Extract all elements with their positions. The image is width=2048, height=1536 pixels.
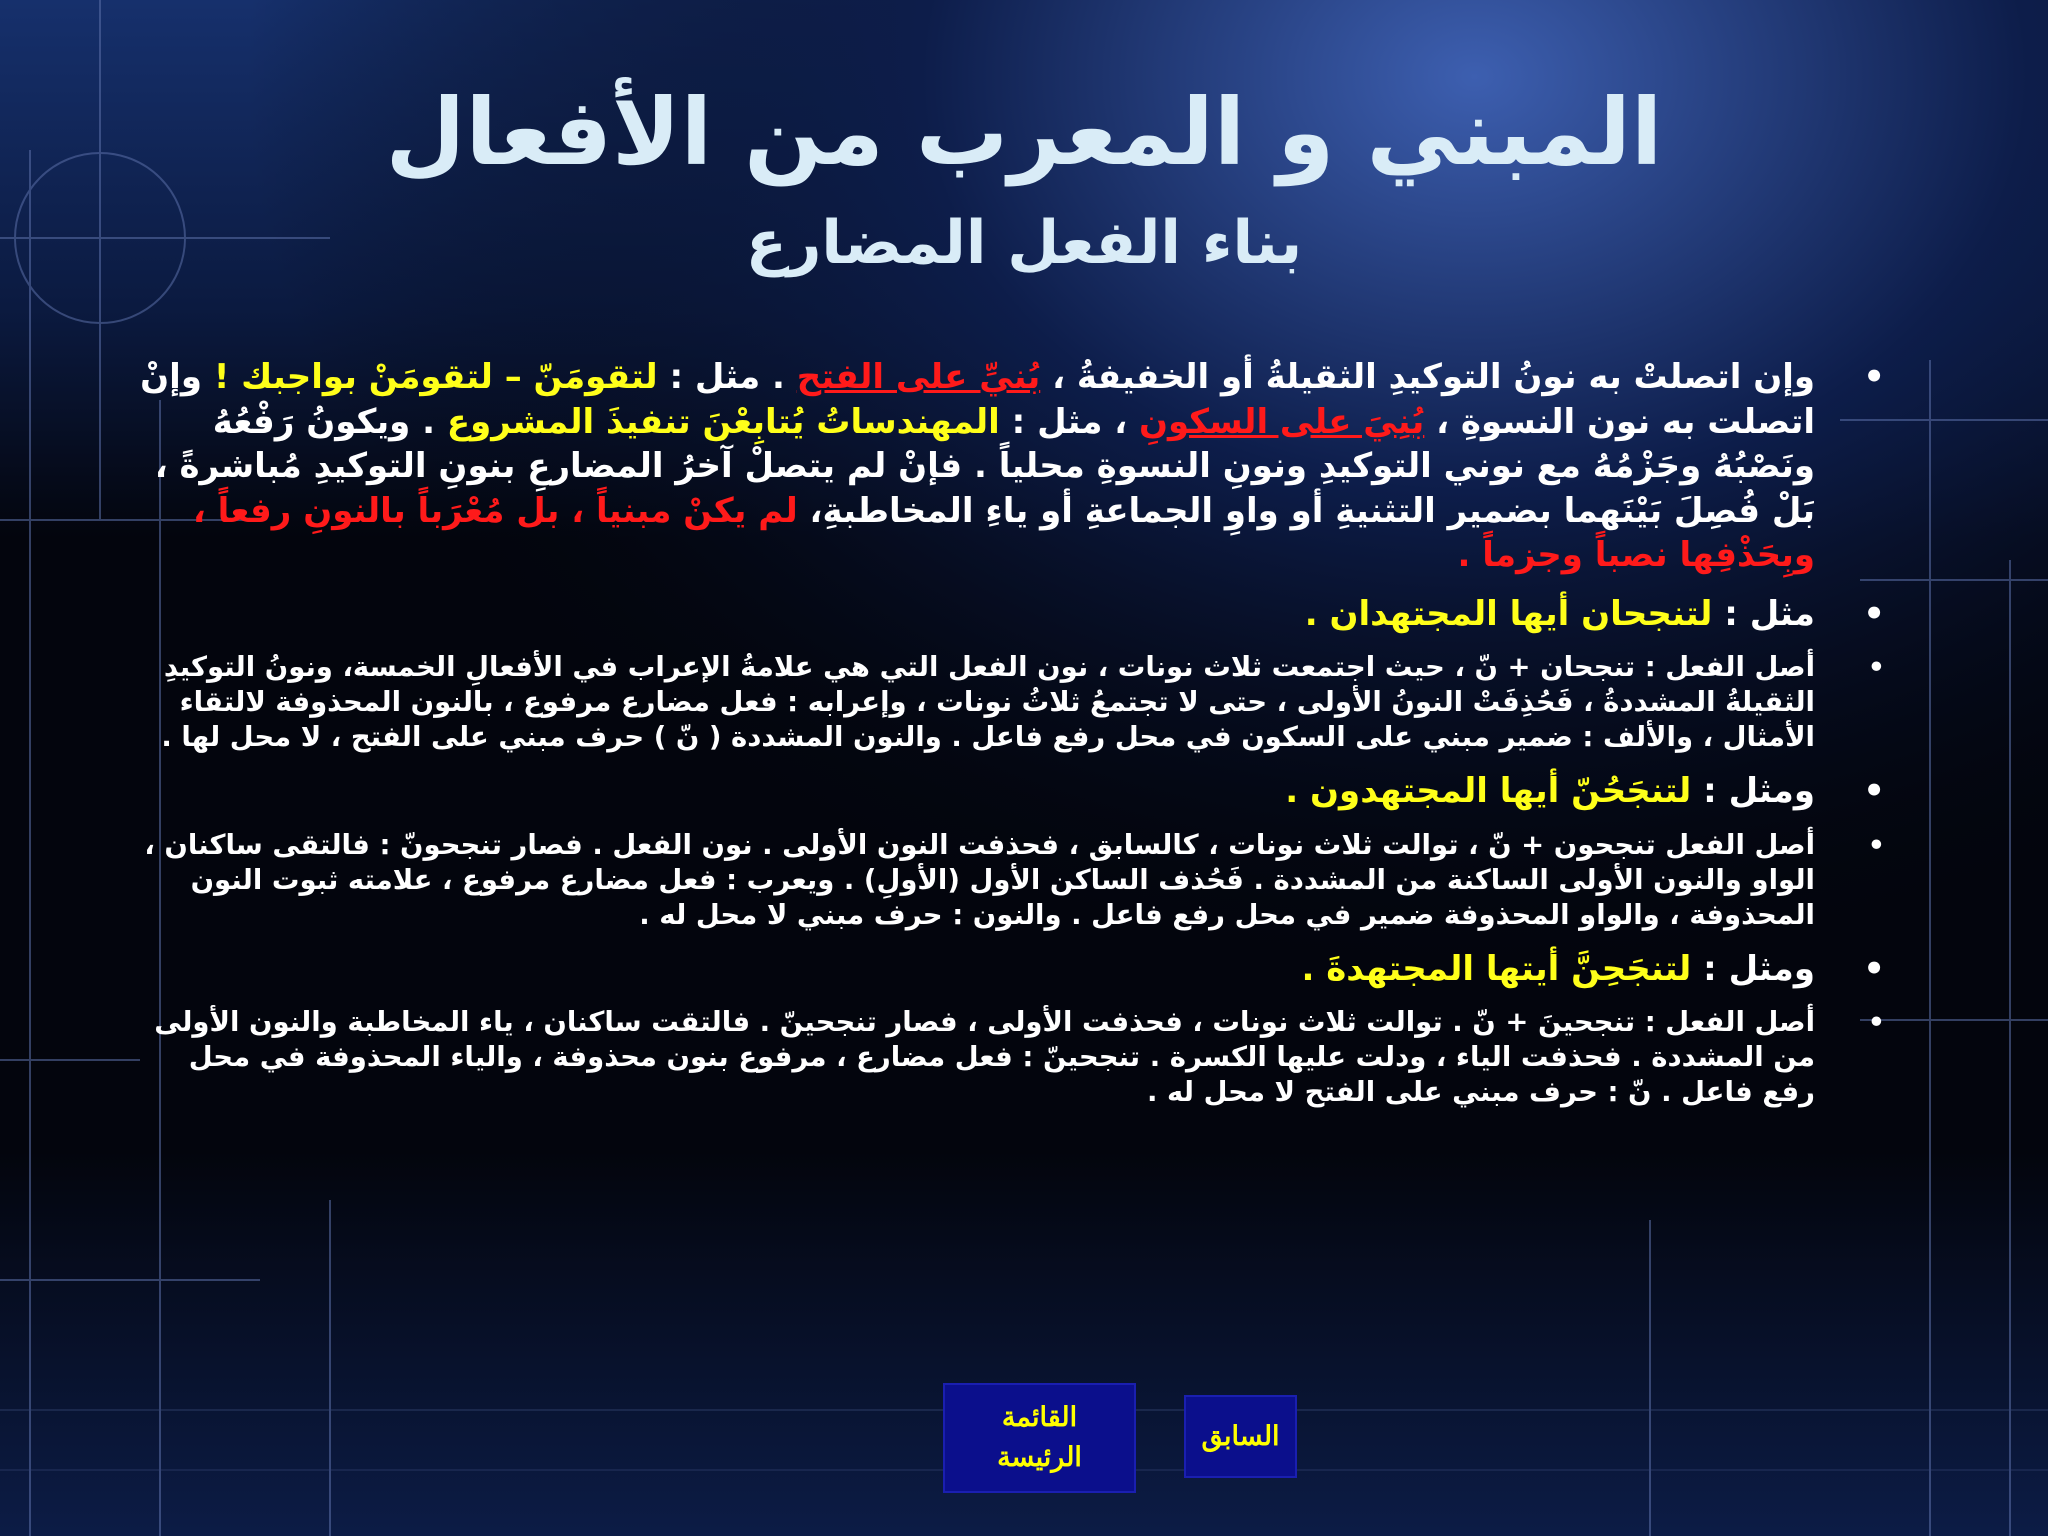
bullet-text-segment: مثل : — [1712, 593, 1815, 634]
bullet-list — [140, 355, 1885, 1124]
main-menu-button[interactable] — [943, 1383, 1136, 1493]
page-title: المبني و المعرب من الأفعال — [385, 79, 1663, 186]
bullet-text-segment: ومثل : — [1691, 771, 1815, 811]
bullet-text-segment: لتنجَحِنَّ أيتها المجتهدةَ . — [1301, 948, 1692, 989]
bullet-dot: • — [1863, 593, 1885, 634]
page-subtitle: بناء الفعل المضارع — [745, 208, 1303, 278]
bullet-text-segment: أصل الفعل : تنجحينَ + نّ . توالت ثلاث نونات ، فحذفت الأولى ، فصار تنجحينّ . فالتقت ساكنان ، ياء المخاطبة والنون الأولى من المشددة . فحذفت الياء ، ودلت عليها الكسرة . تنجحينّ : فعل مضارع ، مرفوع بنون محذوفة ، والياء المحذوفة في محل رفع فاعل . نّ : حرف مبني على الفتح لا محل له . — [154, 1006, 1815, 1108]
bullet-item — [140, 355, 1885, 578]
bullet-dot: • — [1863, 948, 1885, 989]
bullet-item — [140, 828, 1885, 933]
bullet-text-segment: . ويكونُ رَفْعُهُ ونَصْبُهُ وجَزْمُهُ مع نوني التوكيدِ ونونِ النسوةِ محلياً . فإنْ لم يتصلْ آخرُ المضارعِ بنونِ التوكيدِ مُباشرةً ، بَلْ فُصِلَ بَيْنَهما بضمير التثنيةِ أو واوِ الجماعةِ أو ياءِ المخاطبةِ، — [154, 401, 1815, 531]
previous-button[interactable]: السابق — [1184, 1395, 1297, 1478]
bullet-text-segment: وإن اتصلتْ به نونُ التوكيدِ الثقيلةُ أو الخفيفةُ ، — [1040, 357, 1815, 397]
bullet-dot: • — [1863, 771, 1885, 811]
main-menu-label: القائمة الرئيسة — [997, 1402, 1082, 1473]
bullet-item — [140, 947, 1885, 992]
bullet-text-segment: أصل الفعل تنجحون + نّ ، توالت ثلاث نونات ، كالسابق ، فحذفت النون الأولى . نون الفعل . فصار تنجحونّ : فالتقى ساكنان ، الواو والنون الأولى الساكنة من المشددة . فَحُذف الساكن الأول (الأولِ) . ويعرب : فعل مضارع مرفوع ، علامته ثبوت النون المحذوفة ، والواو المحذوفة ضمير في محل رفع فاعل . والنون : حرف مبني لا محل له . — [144, 828, 1815, 931]
bullet-text-segment: . مثل : — [657, 357, 797, 397]
bullet-text-segment: وإنْ اتصلت به نون النسوةِ ، — [140, 357, 1815, 442]
bullet-text-segment: ومثل : — [1691, 948, 1815, 989]
bullet-text-segment: لتقومَنّ – لتقومَنْ بواجبك ! — [213, 357, 658, 397]
bullet-text-segment: لم يكنْ مبنياً ، بل مُعْرَباً بالنونِ رفعاً ، وبِحَذْفِها نصباً وجزماً . — [192, 490, 1815, 575]
bullet-text-segment: المهندساتُ يُتابِعْنَ تنفيذَ المشروع — [446, 401, 1000, 442]
bullet-dot: • — [1863, 357, 1885, 397]
bullet-text-segment: ، مثل : — [999, 401, 1139, 442]
bullet-dot: • — [1867, 829, 1885, 861]
bullet-item — [140, 769, 1885, 814]
bullet-text-segment: بُنِيَ على السكونِ — [1138, 401, 1425, 442]
bullet-dot: • — [1867, 1007, 1885, 1038]
bullet-text-segment: لتنجحان أيها المجتهدان . — [1304, 593, 1713, 634]
bullet-item — [140, 650, 1885, 755]
bullet-dot: • — [1867, 652, 1885, 683]
bullet-text-segment: بُنيِّ على الفتح — [796, 357, 1041, 397]
bullet-item — [140, 592, 1885, 637]
bullet-text-segment: لتنجَحُنّ أيها المجتهدون . — [1285, 771, 1692, 811]
bullet-text-segment: أصل الفعل : تنجحان + نّ ، حيث اجتمعت ثلاث نونات ، نون الفعل التي هي علامةُ الإعراب في الأفعالِ الخمسة، ونونُ التوكيدِ الثقيلةُ المشددةُ ، فَحُذِفَتْ النونُ الأولى ، حتى لا تجتمعُ ثلاثُ نونات ، وإعرابه : فعل مضارع مرفوع ، بالنون المحذوفة لالتقاء الأمثال ، والألف : ضمير مبني على السكون في محل رفع فاعل . والنون المشددة ( نّ ) حرف مبني على الفتح ، لا محل لها . — [161, 651, 1815, 753]
bullet-item — [140, 1005, 1885, 1110]
